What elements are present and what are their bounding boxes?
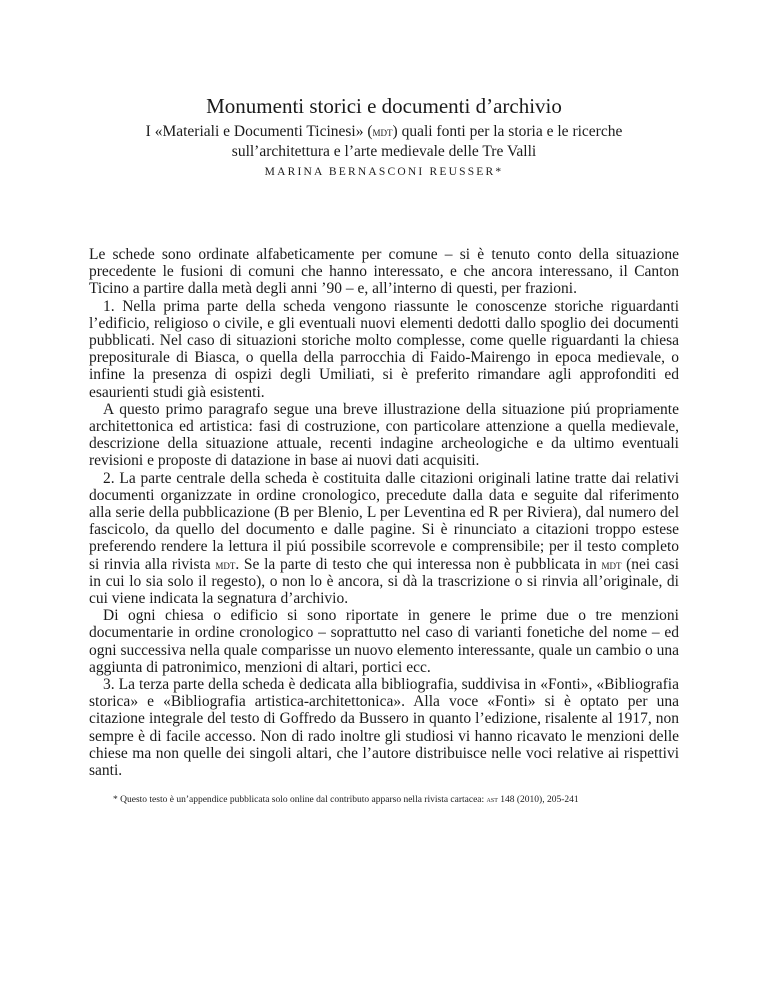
author-name: MARINA BERNASCONI REUSSER* (264, 166, 504, 178)
paragraph-4-abbr-2: mdt (601, 556, 622, 572)
paragraph-4-abbr-1: mdt (215, 556, 236, 572)
subtitle-text-end: ) quali fonti per la storia e le ricerche sull’architettura e l’arte medievale delle Tre Valli (231, 123, 623, 160)
paragraph-1: Le schede sono ordinate alfabeticamente per comune – si è tenuto conto della situazione precedente le fusioni di comuni che hanno interessato, e che ancora interessano, il Canton Ticino a partire dalla metà degli anni ’90 – e, all’interno di questi, per frazioni. (89, 246, 679, 298)
page-title: Monumenti storici e documenti d’archivio (206, 94, 562, 118)
paragraph-5: Di ogni chiesa o edificio si sono riportate in genere le prime due o tre menzioni documentarie in ordine cronologico – soprattutto nel caso di varianti fonetiche del nome – ed ogni successiva nella quale comparisse un nuovo elemento interessante, quale un cambio o una aggiunta di patronimico, menzioni di altari, portici ecc. (89, 607, 679, 676)
footnote (89, 793, 679, 806)
paragraph-6: 3. La terza parte della scheda è dedicata alla bibliografia, suddivisa in «Fonti», «Bibliografia storica» e «Bibliografia artistica-architettonica». Alla voce «Fonti» si è optato per una citazione integrale del testo di Goffredo da Bussero in quanto l’edizione, risalente al 1917, non sempre è di facile accesso. Non di rado inoltre gli studiosi vi hanno ricavato le menzioni delle chiese ma non quelle dei singoli altari, che l’autore distribuisce nelle voci relative ai rispettivi santi. (89, 676, 679, 780)
footnote-text-b: 148 (2010), 205-241 (497, 795, 579, 805)
subtitle-abbreviation: mdt (372, 124, 393, 139)
paragraph-4 (89, 470, 679, 608)
paragraph-4-text-c: (nei casi in cui lo sia solo il regesto), o non lo è ancora, si dà la trascrizione o si rinvia all’originale, di cui viene indicata la segnatura d’archivio. (89, 555, 680, 608)
footnote-text-a: * Questo testo è un’appendice pubblicata solo online dal contributo apparso nella rivista cartacea: (113, 795, 487, 805)
footnote-abbreviation: ast (486, 794, 498, 804)
page-subtitle (104, 122, 664, 162)
subtitle-text-start: I «Materiali e Documenti Ticinesi» ( (145, 123, 373, 140)
paragraph-2: 1. Nella prima parte della scheda vengono riassunte le conoscenze storiche riguardanti l’edificio, religioso o civile, e gli eventuali nuovi elementi dedotti dallo spoglio dei documenti pubblicati. Nel caso di situazioni storiche molto complesse, come quelle riguardanti la chiesa prepositurale di Biasca, o quella della parrocchia di Faido-Mairengo in epoca medievale, o infine la presenza di ospizi degli Umiliati, si è preferito rimandare agli approfonditi ed esaurienti studi già esistenti. (89, 297, 679, 401)
paragraph-4-text-b: . Se la parte di testo che qui interessa non è pubblicata in (235, 555, 602, 573)
paragraph-3: A questo primo paragrafo segue una breve illustrazione della situazione piú propriamente architettonica ed artistica: fasi di costruzione, con particolare attenzione a quella medievale, descrizione della situazione attuale, recenti indagine archeologiche e da ultimo eventuali revisioni e proposte di datazione in base ai nuovi dati acquisiti. (89, 400, 679, 470)
paragraph-4-text-a: 2. La parte centrale della scheda è costituita dalle citazioni originali latine tratte dai relativi documenti organizzate in ordine cronologico, precedute dalla data e seguite dal riferimento alla serie della pubblicazione (B per Blenio, L per Leventina ed R per Riviera), dal numero del fascicolo, da quello del documento e dalle pagine. Si è rinunciato a citazioni troppo estese preferendo rendere la lettura il piú possibile scorrevole e comprensibile; per il testo completo si rinvia alla rivista (89, 469, 679, 573)
body-text (89, 246, 679, 779)
